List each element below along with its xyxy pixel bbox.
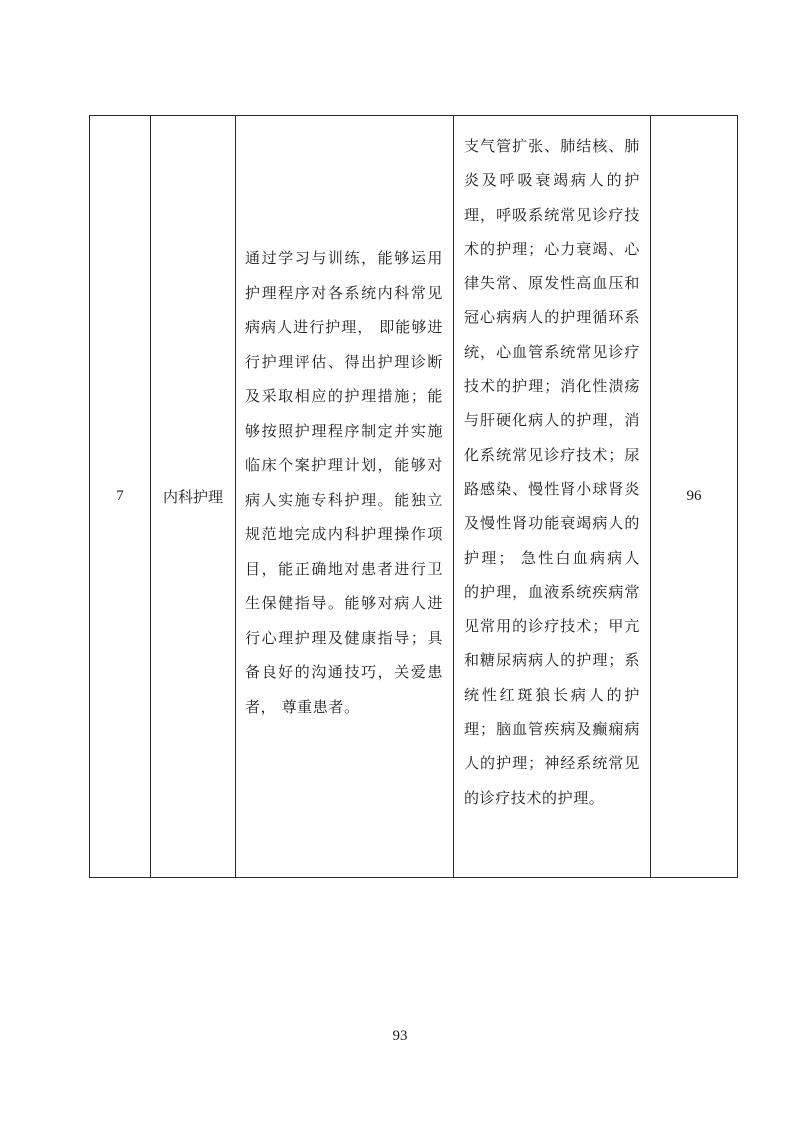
course-content: 支气管扩张、肺结核、肺炎及呼吸衰竭病人的护理，呼吸系统常见诊疗技术的护理；心力衰竭、心律失常、原发性高血压和冠心病病人的护理循环系统，心血管系统常见诊疗技术的护理；消化性溃疡与肝硬化病人的护理，消化系统常见诊疗技术；尿路感染、慢性肾小球肾炎及慢性肾功能衰竭病人的护理； 急性白血病病人的护理，血液系统疾病常见常用的诊疗技术；甲亢和糖尿病病人的护理；系统性红斑狼长病人的护理；脑血管疾病及癫痫病人的护理；神经系统常见的诊疗技术的护理。 — [464, 137, 640, 807]
table-row — [90, 116, 738, 878]
page-number: 93 — [392, 1028, 408, 1044]
course-number-cell — [90, 116, 151, 878]
course-name: 内科护理 — [162, 488, 223, 506]
course-hours: 96 — [686, 488, 702, 504]
course-number: 7 — [116, 488, 124, 504]
course-content-cell — [454, 116, 651, 878]
course-table — [89, 115, 738, 878]
course-hours-cell — [651, 116, 738, 878]
course-name-cell — [151, 116, 236, 878]
course-objectives: 通过学习与训练，能够运用护理程序对各系统内科常见病病人进行护理， 即能够进行护理评估、得出护理诊断及采取相应的护理措施；能够按照护理程序制定并实施临床个案护理计划，能够对病人实施专科护理。能独立规范地完成内科护理操作项目，能正确地对患者进行卫生保健指导。能够对病人进行心理护理及健康指导；具备良好的沟通技巧，关爱患者， 尊重患者。 — [245, 249, 443, 716]
course-objectives-cell — [236, 116, 454, 878]
